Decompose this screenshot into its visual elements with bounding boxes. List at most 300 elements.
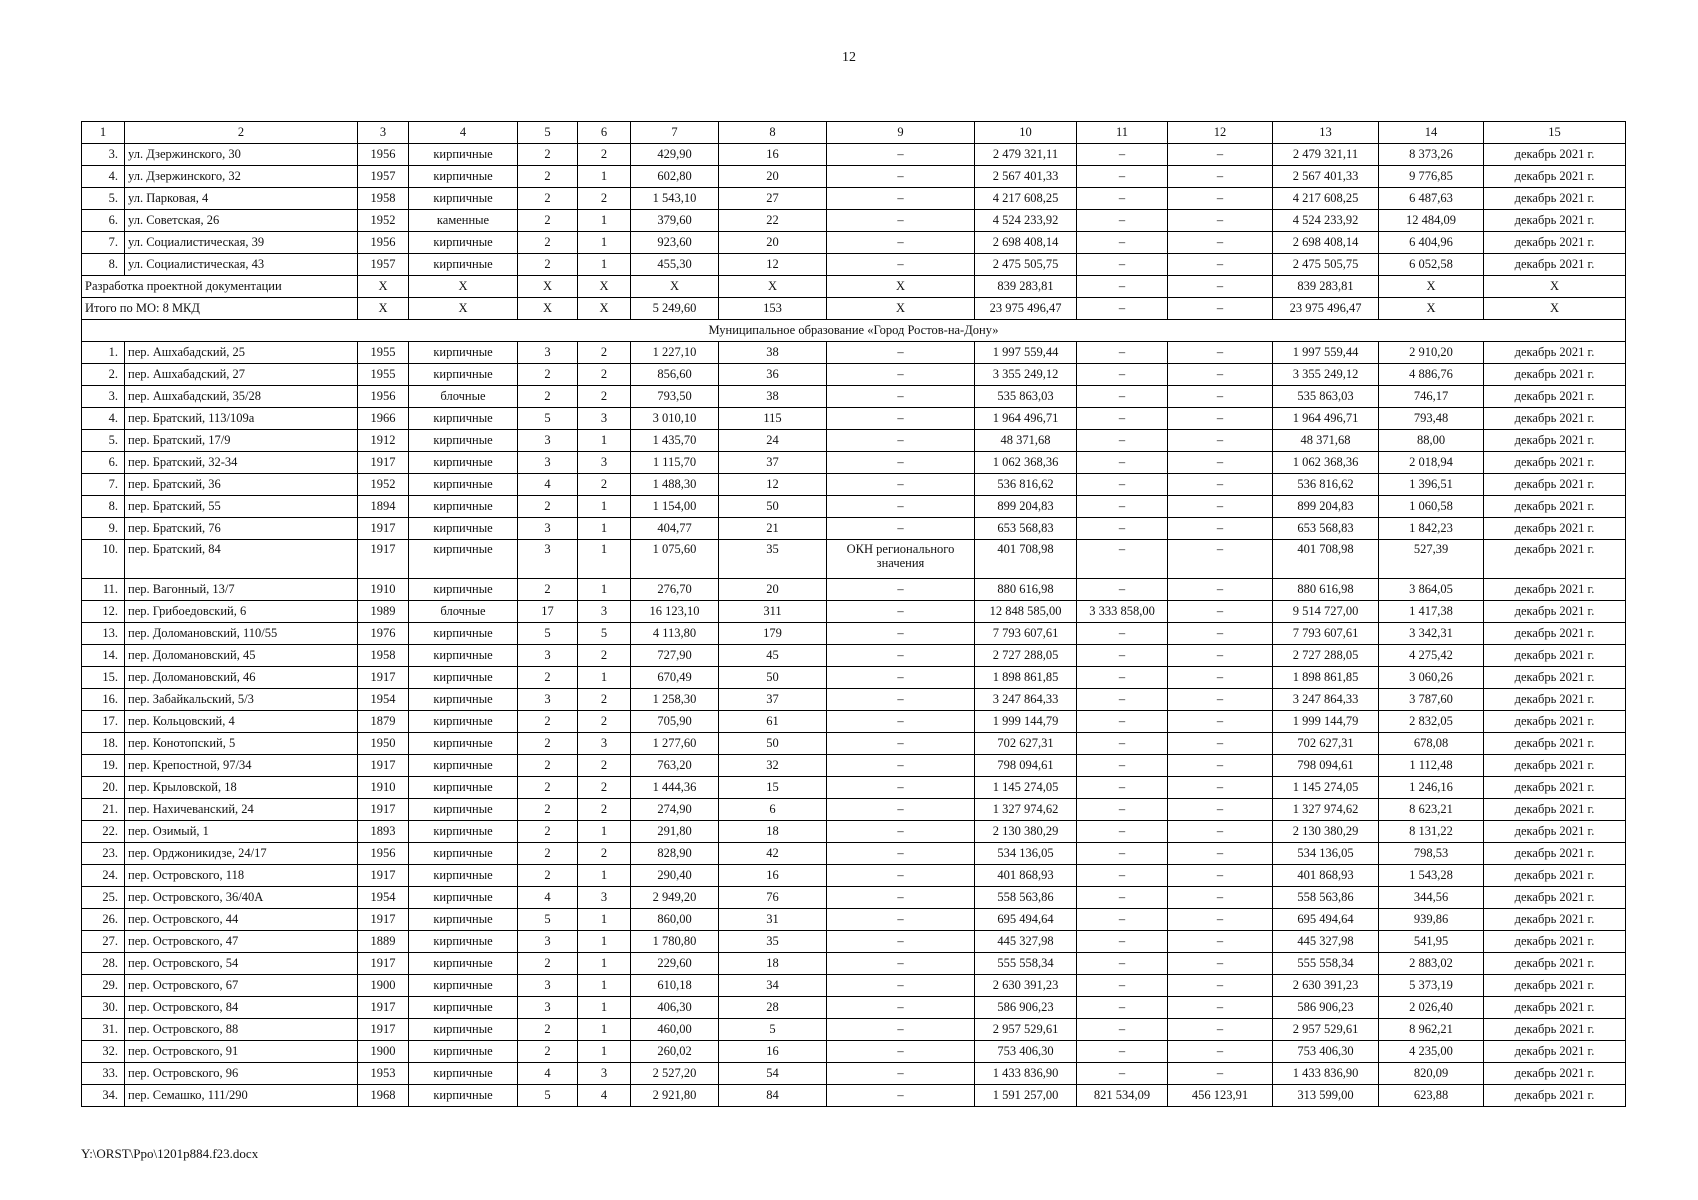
table-cell: 753 406,30 — [1273, 1041, 1379, 1063]
column-number-cell: 1 — [82, 122, 125, 144]
column-number-cell: 4 — [409, 122, 518, 144]
table-cell: кирпичные — [409, 452, 518, 474]
table-cell: ОКН регионального значения — [827, 540, 975, 579]
table-cell: 727,90 — [631, 645, 719, 667]
table-cell: – — [1077, 342, 1168, 364]
table-cell: 899 204,83 — [1273, 496, 1379, 518]
table-cell: 2 527,20 — [631, 1063, 719, 1085]
table-cell: 12 — [719, 254, 827, 276]
table-cell: 3 — [578, 408, 631, 430]
table-cell: декабрь 2021 г. — [1484, 1041, 1626, 1063]
table-cell: декабрь 2021 г. — [1484, 408, 1626, 430]
table-cell: пер. Братский, 84 — [125, 540, 358, 579]
table-cell: 1953 — [358, 1063, 409, 1085]
section-row — [82, 320, 1626, 342]
table-cell: 2 475 505,75 — [975, 254, 1077, 276]
table-cell: – — [827, 865, 975, 887]
table-cell: пер. Братский, 32-34 — [125, 452, 358, 474]
summary-label: Разработка проектной документации — [82, 276, 358, 298]
table-cell: кирпичные — [409, 166, 518, 188]
table-cell: ул. Дзержинского, 30 — [125, 144, 358, 166]
table-cell: 2 832,05 — [1379, 711, 1484, 733]
table-cell: 586 906,23 — [975, 997, 1077, 1019]
table-cell: 923,60 — [631, 232, 719, 254]
table-row — [82, 865, 1626, 887]
table-row — [82, 452, 1626, 474]
table-cell: 2 — [518, 144, 578, 166]
table-cell: 3 — [518, 975, 578, 997]
table-cell: 2 — [578, 777, 631, 799]
table-cell: 2 — [518, 254, 578, 276]
summary-cell: X — [1379, 298, 1484, 320]
table-cell: 2 475 505,75 — [1273, 254, 1379, 276]
table-cell: – — [827, 931, 975, 953]
table-cell: 1 075,60 — [631, 540, 719, 579]
table-cell: 2 026,40 — [1379, 997, 1484, 1019]
table-cell: 1 258,30 — [631, 689, 719, 711]
table-cell: декабрь 2021 г. — [1484, 232, 1626, 254]
table-row — [82, 931, 1626, 953]
table-cell: 1 435,70 — [631, 430, 719, 452]
table-cell: 8. — [82, 254, 125, 276]
summary-cell: – — [1077, 298, 1168, 320]
table-cell: – — [1077, 755, 1168, 777]
table-cell: 1 842,23 — [1379, 518, 1484, 540]
table-cell: 2 727 288,05 — [1273, 645, 1379, 667]
table-cell: 2 567 401,33 — [975, 166, 1077, 188]
table-cell: декабрь 2021 г. — [1484, 733, 1626, 755]
table-cell: 558 563,86 — [1273, 887, 1379, 909]
table-cell: 536 816,62 — [975, 474, 1077, 496]
table-cell: 555 558,34 — [975, 953, 1077, 975]
table-row — [82, 667, 1626, 689]
table-cell: 2 — [578, 843, 631, 865]
table-cell: 406,30 — [631, 997, 719, 1019]
table-cell: 1952 — [358, 210, 409, 232]
table-cell: пер. Островского, 84 — [125, 997, 358, 1019]
column-number-cell: 7 — [631, 122, 719, 144]
table-cell: 1 433 836,90 — [1273, 1063, 1379, 1085]
table-cell: пер. Братский, 36 — [125, 474, 358, 496]
table-cell: 2 130 380,29 — [975, 821, 1077, 843]
summary-cell: X — [1379, 276, 1484, 298]
table-cell: – — [1168, 623, 1273, 645]
table-cell: декабрь 2021 г. — [1484, 579, 1626, 601]
table-cell: 2 018,94 — [1379, 452, 1484, 474]
table-cell: – — [827, 777, 975, 799]
table-cell: – — [1168, 733, 1273, 755]
design-docs-row — [82, 276, 1626, 298]
table-cell: 1 115,70 — [631, 452, 719, 474]
table-cell: 1 327 974,62 — [1273, 799, 1379, 821]
table-cell: 2 — [518, 210, 578, 232]
table-cell: 1989 — [358, 601, 409, 623]
table-cell: кирпичные — [409, 821, 518, 843]
table-cell: 115 — [719, 408, 827, 430]
table-cell: 3 — [578, 887, 631, 909]
table-cell: декабрь 2021 г. — [1484, 689, 1626, 711]
table-cell: декабрь 2021 г. — [1484, 430, 1626, 452]
table-row — [82, 909, 1626, 931]
summary-cell: – — [1168, 298, 1273, 320]
table-cell: – — [827, 386, 975, 408]
table-cell: 1 999 144,79 — [975, 711, 1077, 733]
table-cell: 1 062 368,36 — [975, 452, 1077, 474]
table-row — [82, 843, 1626, 865]
table-cell: 3 247 864,33 — [1273, 689, 1379, 711]
table-cell: 3 864,05 — [1379, 579, 1484, 601]
table-cell: 24. — [82, 865, 125, 887]
table-cell: кирпичные — [409, 408, 518, 430]
table-cell: – — [1168, 386, 1273, 408]
table-cell: – — [1168, 540, 1273, 579]
table-cell: декабрь 2021 г. — [1484, 254, 1626, 276]
table-cell: 1912 — [358, 430, 409, 452]
table-cell: 1 — [578, 865, 631, 887]
table-cell: 6 487,63 — [1379, 188, 1484, 210]
summary-cell: X — [631, 276, 719, 298]
table-cell: ул. Советская, 26 — [125, 210, 358, 232]
table-cell: 14. — [82, 645, 125, 667]
table-cell: 746,17 — [1379, 386, 1484, 408]
table-cell: кирпичные — [409, 1063, 518, 1085]
table-cell: 1956 — [358, 144, 409, 166]
table-cell: 429,90 — [631, 144, 719, 166]
table-cell: 1 — [578, 210, 631, 232]
table-cell: 2 910,20 — [1379, 342, 1484, 364]
table-cell: – — [1168, 452, 1273, 474]
table-cell: – — [1077, 975, 1168, 997]
table-cell: 7. — [82, 474, 125, 496]
table-cell: 3 — [518, 518, 578, 540]
table-cell: – — [1168, 865, 1273, 887]
table-cell: 2. — [82, 364, 125, 386]
table-cell: 1 — [578, 821, 631, 843]
summary-cell: – — [1077, 276, 1168, 298]
column-number-cell: 11 — [1077, 122, 1168, 144]
table-cell: 1893 — [358, 821, 409, 843]
table-cell: 821 534,09 — [1077, 1085, 1168, 1107]
table-cell: – — [827, 188, 975, 210]
table-cell: 7 793 607,61 — [1273, 623, 1379, 645]
table-cell: декабрь 2021 г. — [1484, 144, 1626, 166]
table-cell: 705,90 — [631, 711, 719, 733]
column-number-cell: 14 — [1379, 122, 1484, 144]
table-cell: – — [1168, 210, 1273, 232]
table-cell: 535 863,03 — [1273, 386, 1379, 408]
summary-cell: 839 283,81 — [1273, 276, 1379, 298]
table-cell: 5 373,19 — [1379, 975, 1484, 997]
table-cell: – — [827, 689, 975, 711]
table-cell: – — [1168, 799, 1273, 821]
table-row — [82, 1041, 1626, 1063]
table-cell: 4 — [518, 887, 578, 909]
table-cell: 2 957 529,61 — [1273, 1019, 1379, 1041]
table-cell: – — [827, 601, 975, 623]
table-cell: 1956 — [358, 843, 409, 865]
table-cell: пер. Островского, 91 — [125, 1041, 358, 1063]
table-cell: декабрь 2021 г. — [1484, 953, 1626, 975]
table-cell: – — [1077, 667, 1168, 689]
table-cell: декабрь 2021 г. — [1484, 518, 1626, 540]
summary-cell: X — [358, 298, 409, 320]
table-cell: 880 616,98 — [1273, 579, 1379, 601]
table-cell: 8. — [82, 496, 125, 518]
table-cell: каменные — [409, 210, 518, 232]
table-cell: 2 — [518, 232, 578, 254]
table-cell: 1957 — [358, 166, 409, 188]
table-cell: 16 — [719, 1041, 827, 1063]
table-cell: пер. Грибоедовский, 6 — [125, 601, 358, 623]
table-cell: 1900 — [358, 975, 409, 997]
table-row — [82, 474, 1626, 496]
table-cell: 2 — [518, 777, 578, 799]
table-cell: – — [1077, 386, 1168, 408]
table-cell: 42 — [719, 843, 827, 865]
table-cell: – — [1168, 667, 1273, 689]
table-cell: 6. — [82, 452, 125, 474]
table-cell: – — [827, 733, 975, 755]
table-cell: 695 494,64 — [975, 909, 1077, 931]
table-cell: – — [827, 518, 975, 540]
table-cell: 276,70 — [631, 579, 719, 601]
table-row — [82, 799, 1626, 821]
table-row — [82, 1085, 1626, 1107]
table-cell: кирпичные — [409, 711, 518, 733]
table-cell: пер. Ашхабадский, 27 — [125, 364, 358, 386]
table-cell: 7 793 607,61 — [975, 623, 1077, 645]
table-cell: – — [1168, 430, 1273, 452]
table-cell: декабрь 2021 г. — [1484, 386, 1626, 408]
table-cell: 1 — [578, 953, 631, 975]
table-cell: – — [1168, 1019, 1273, 1041]
table-cell: 2 — [518, 733, 578, 755]
table-cell: – — [827, 623, 975, 645]
table-cell: 260,02 — [631, 1041, 719, 1063]
table-cell: 3 — [578, 601, 631, 623]
table-cell: 2 — [578, 364, 631, 386]
table-cell: декабрь 2021 г. — [1484, 865, 1626, 887]
table-cell: – — [1077, 1019, 1168, 1041]
table-cell: пер. Нахичеванский, 24 — [125, 799, 358, 821]
table-cell: 50 — [719, 496, 827, 518]
table-cell: – — [1077, 452, 1168, 474]
table-cell: 5 — [518, 909, 578, 931]
table-cell: – — [1168, 777, 1273, 799]
table-cell: – — [1077, 408, 1168, 430]
table-cell: – — [1077, 364, 1168, 386]
table-cell: 1 — [578, 667, 631, 689]
table-cell: 5 — [518, 623, 578, 645]
table-cell: 3 355 249,12 — [1273, 364, 1379, 386]
table-cell: – — [1168, 1041, 1273, 1063]
table-cell: 2 — [578, 689, 631, 711]
table-cell: 2 — [518, 711, 578, 733]
table-cell: – — [1077, 579, 1168, 601]
table-row — [82, 821, 1626, 843]
table-cell: декабрь 2021 г. — [1484, 452, 1626, 474]
table-cell: – — [1168, 364, 1273, 386]
table-cell: 1 543,10 — [631, 188, 719, 210]
table-cell: 1 327 974,62 — [975, 799, 1077, 821]
table-cell: 1956 — [358, 232, 409, 254]
table-cell: 534 136,05 — [1273, 843, 1379, 865]
table-cell: 2 — [518, 821, 578, 843]
table-row — [82, 733, 1626, 755]
table-cell: 28. — [82, 953, 125, 975]
table-cell: 401 868,93 — [975, 865, 1077, 887]
table-row — [82, 430, 1626, 452]
table-cell: 586 906,23 — [1273, 997, 1379, 1019]
table-cell: 1917 — [358, 667, 409, 689]
table-cell: – — [1168, 843, 1273, 865]
table-wrapper — [81, 121, 1625, 1107]
table-cell: 27 — [719, 188, 827, 210]
table-cell: 2 883,02 — [1379, 953, 1484, 975]
table-cell: 3 342,31 — [1379, 623, 1484, 645]
table-cell: 1917 — [358, 518, 409, 540]
table-cell: 2 — [518, 386, 578, 408]
table-cell: 35 — [719, 931, 827, 953]
table-cell: 899 204,83 — [975, 496, 1077, 518]
table-cell: 37 — [719, 689, 827, 711]
column-number-row — [82, 122, 1626, 144]
table-cell: 8 962,21 — [1379, 1019, 1484, 1041]
table-cell: 2 130 380,29 — [1273, 821, 1379, 843]
table-cell: – — [827, 711, 975, 733]
table-cell: – — [827, 408, 975, 430]
table-cell: 3 355 249,12 — [975, 364, 1077, 386]
table-cell: – — [1168, 909, 1273, 931]
table-cell: – — [1077, 496, 1168, 518]
page-number: 12 — [842, 50, 856, 65]
table-cell: – — [1168, 711, 1273, 733]
table-cell: 1 417,38 — [1379, 601, 1484, 623]
table-cell: – — [1077, 689, 1168, 711]
table-cell: 20 — [719, 166, 827, 188]
table-cell: 1 277,60 — [631, 733, 719, 755]
table-cell: 1954 — [358, 689, 409, 711]
table-cell: 1954 — [358, 887, 409, 909]
table-cell: 30. — [82, 997, 125, 1019]
table-cell: 4. — [82, 408, 125, 430]
summary-cell: 153 — [719, 298, 827, 320]
table-cell: кирпичные — [409, 667, 518, 689]
table-cell: кирпичные — [409, 799, 518, 821]
table-cell: – — [827, 254, 975, 276]
table-cell: – — [827, 364, 975, 386]
table-cell: 8 131,22 — [1379, 821, 1484, 843]
table-cell: 8 623,21 — [1379, 799, 1484, 821]
table-cell: 38 — [719, 342, 827, 364]
table-cell: 404,77 — [631, 518, 719, 540]
table-cell: 3 — [518, 342, 578, 364]
table-cell: – — [827, 975, 975, 997]
table-cell: 2 — [578, 645, 631, 667]
column-number-cell: 3 — [358, 122, 409, 144]
table-cell: пер. Островского, 36/40А — [125, 887, 358, 909]
table-cell: – — [1077, 623, 1168, 645]
table-cell: 1917 — [358, 540, 409, 579]
table-cell: декабрь 2021 г. — [1484, 1085, 1626, 1107]
table-cell: 702 627,31 — [975, 733, 1077, 755]
table-cell: 1. — [82, 342, 125, 364]
table-cell: декабрь 2021 г. — [1484, 997, 1626, 1019]
table-cell: 3 — [518, 452, 578, 474]
table-cell: 3 060,26 — [1379, 667, 1484, 689]
table-cell: – — [1168, 645, 1273, 667]
table-cell: 4 524 233,92 — [1273, 210, 1379, 232]
table-cell: 536 816,62 — [1273, 474, 1379, 496]
table-cell: 2 — [578, 386, 631, 408]
table-cell: 34 — [719, 975, 827, 997]
table-cell: 1 — [578, 254, 631, 276]
summary-cell: X — [518, 298, 578, 320]
table-cell: – — [1168, 975, 1273, 997]
summary-cell: X — [358, 276, 409, 298]
table-cell: 1 997 559,44 — [1273, 342, 1379, 364]
table-cell: 1 154,00 — [631, 496, 719, 518]
table-cell: 20 — [719, 579, 827, 601]
table-cell: декабрь 2021 г. — [1484, 474, 1626, 496]
table-cell: 9 514 727,00 — [1273, 601, 1379, 623]
table-cell: декабрь 2021 г. — [1484, 843, 1626, 865]
table-cell: пер. Островского, 67 — [125, 975, 358, 997]
table-cell: 2 — [518, 843, 578, 865]
table-row — [82, 1063, 1626, 1085]
table-cell: декабрь 2021 г. — [1484, 623, 1626, 645]
table-cell: – — [1168, 496, 1273, 518]
table-cell: 535 863,03 — [975, 386, 1077, 408]
table-cell: 25. — [82, 887, 125, 909]
table-cell: 2 — [518, 865, 578, 887]
table-cell: 9. — [82, 518, 125, 540]
table-cell: 12 848 585,00 — [975, 601, 1077, 623]
table-cell: кирпичные — [409, 645, 518, 667]
table-cell: 1 — [578, 232, 631, 254]
table-cell: 17. — [82, 711, 125, 733]
table-cell: 10. — [82, 540, 125, 579]
table-cell: 4 524 233,92 — [975, 210, 1077, 232]
table-cell: – — [1077, 1063, 1168, 1085]
table-cell: 856,60 — [631, 364, 719, 386]
table-cell: кирпичные — [409, 364, 518, 386]
table-cell: пер. Конотопский, 5 — [125, 733, 358, 755]
table-cell: – — [1077, 843, 1168, 865]
table-cell: декабрь 2021 г. — [1484, 1063, 1626, 1085]
table-row — [82, 755, 1626, 777]
table-cell: 29. — [82, 975, 125, 997]
table-row — [82, 188, 1626, 210]
table-cell: 18. — [82, 733, 125, 755]
table-cell: 2 630 391,23 — [1273, 975, 1379, 997]
section-title: Муниципальное образование «Город Ростов-на-Дону» — [82, 320, 1626, 342]
table-cell: 1917 — [358, 452, 409, 474]
table-cell: 4 — [518, 1063, 578, 1085]
column-number-cell: 15 — [1484, 122, 1626, 144]
table-cell: 1 780,80 — [631, 931, 719, 953]
table-cell: 1955 — [358, 342, 409, 364]
table-cell: декабрь 2021 г. — [1484, 755, 1626, 777]
table-cell: 2 921,80 — [631, 1085, 719, 1107]
table-cell: – — [827, 1085, 975, 1107]
table-cell: 5. — [82, 188, 125, 210]
table-cell: – — [1168, 997, 1273, 1019]
table-cell: 3 010,10 — [631, 408, 719, 430]
table-cell: – — [1077, 953, 1168, 975]
table-cell: пер. Ашхабадский, 25 — [125, 342, 358, 364]
table-cell: пер. Крыловской, 18 — [125, 777, 358, 799]
